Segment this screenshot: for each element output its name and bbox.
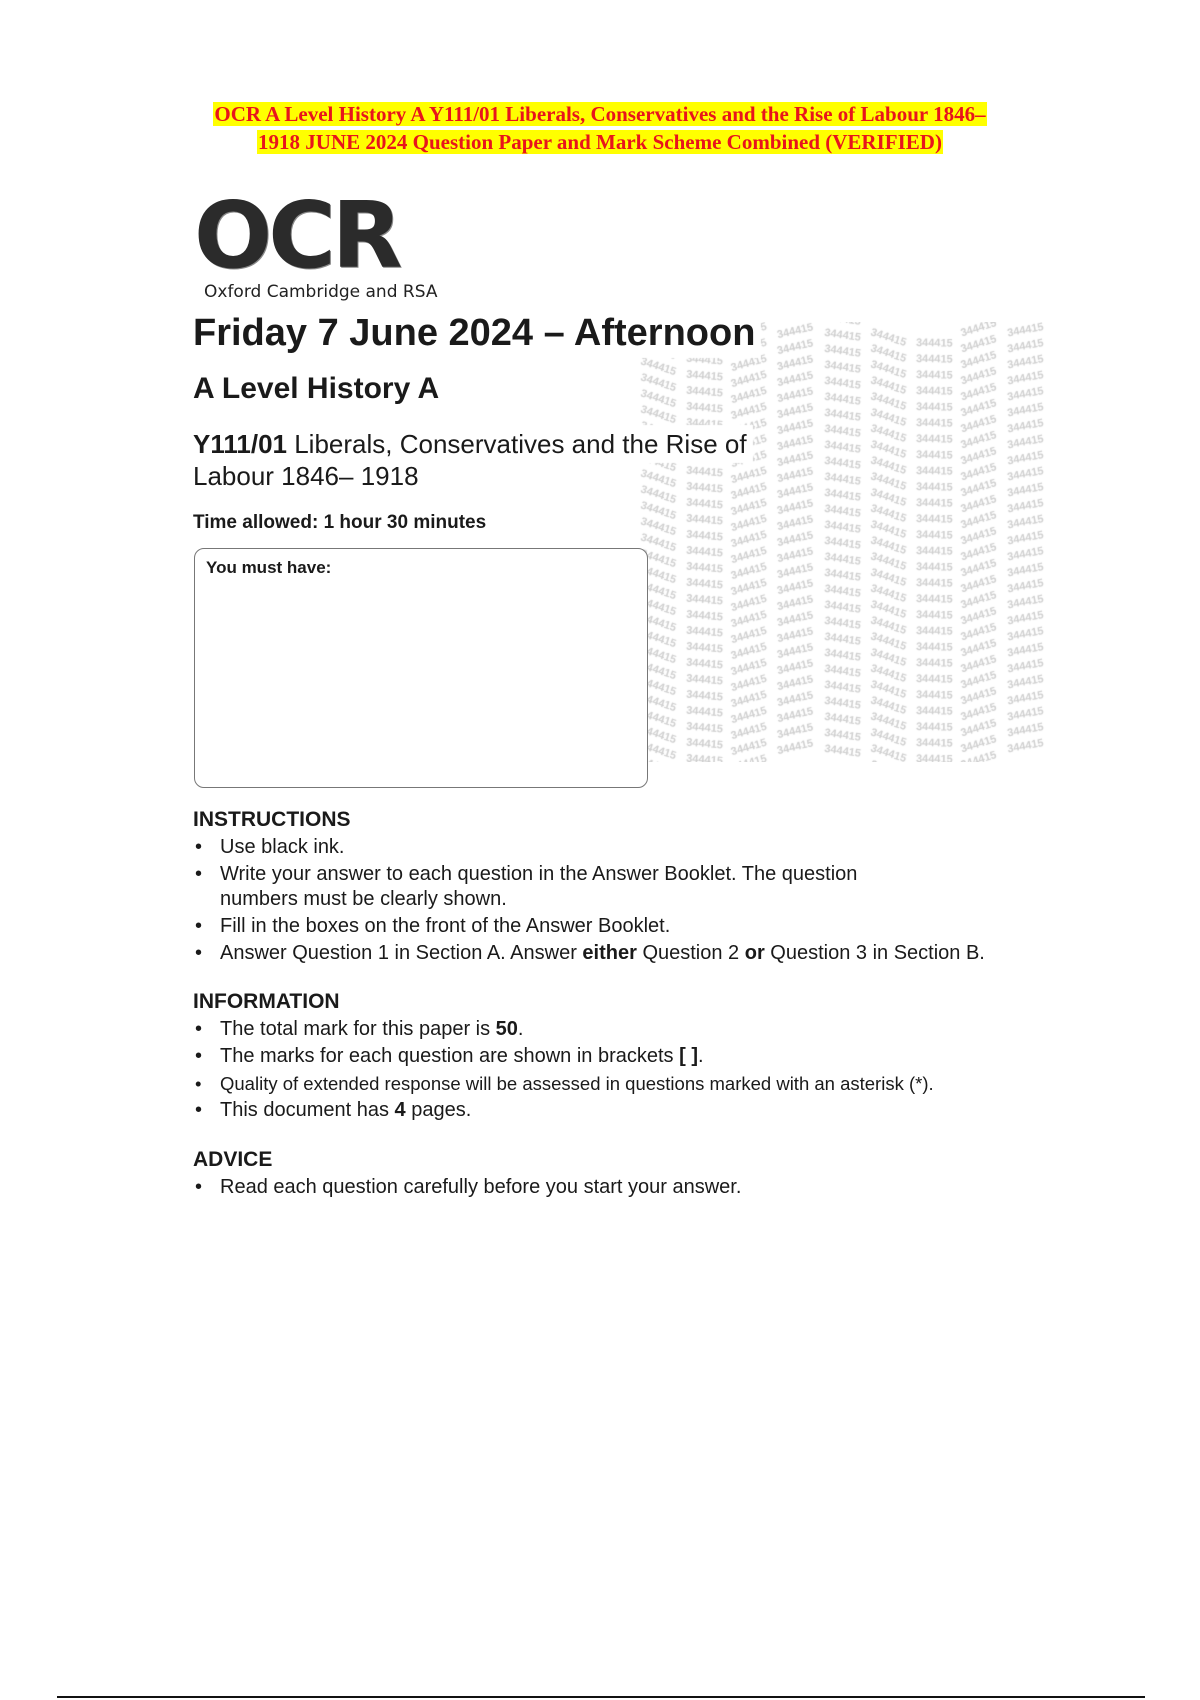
exam-date: Friday 7 June 2024 – Afternoon — [193, 312, 756, 354]
emphasis: either — [582, 942, 637, 964]
ocr-logo — [194, 182, 438, 302]
instruction-item: • Fill in the boxes on the front of the Answer Booklet. — [193, 914, 1120, 939]
information-item — [193, 1017, 1120, 1042]
information-section — [193, 990, 1120, 1125]
unit-name-line2: Labour 1846– 1918 — [193, 461, 419, 491]
text: Answer Question 1 in Section A. Answer — [220, 942, 583, 964]
unit-code: Y111/01 — [193, 429, 287, 459]
text: pages. — [405, 1099, 472, 1121]
text: . — [698, 1045, 704, 1067]
advice-section — [193, 1148, 1120, 1202]
page-count: 4 — [394, 1099, 406, 1121]
instructions-heading: INSTRUCTIONS — [193, 808, 351, 831]
page-bottom-rule — [57, 1696, 1145, 1698]
time-allowed: Time allowed: 1 hour 30 minutes — [193, 512, 487, 533]
text: Question 2 — [636, 942, 745, 964]
ocr-logo-mark: OCR — [194, 182, 399, 289]
qualification-title: A Level History A — [193, 372, 440, 405]
instruction-item: • Use black ink. — [193, 835, 1120, 860]
information-item — [193, 1044, 1120, 1069]
text: The marks for each question are shown in brackets — [220, 1045, 680, 1067]
text: This document has — [220, 1099, 395, 1121]
document-title-banner — [0, 100, 1200, 156]
unit-name-line1: Liberals, Conservatives and the Rise of — [287, 429, 747, 459]
text: The total mark for this paper is — [220, 1018, 496, 1040]
title-line-1: OCR A Level History A Y111/01 Liberals, Conservatives and the Rise of Labour 1846– — [214, 102, 986, 126]
you-must-have-box — [194, 548, 648, 788]
security-watermark — [640, 322, 1050, 762]
advice-item: • Read each question carefully before you start your answer. — [193, 1175, 1120, 1200]
instruction-item: • Write your answer to each question in the Answer Booklet. The question numbers must be clearly shown. — [193, 862, 910, 912]
instruction-item — [193, 941, 1120, 966]
information-item — [193, 1098, 1120, 1123]
information-heading: INFORMATION — [193, 990, 340, 1013]
information-item: • Quality of extended response will be assessed in questions marked with an asterisk (*). — [193, 1071, 1120, 1096]
text: Question 3 in Section B. — [764, 942, 985, 964]
ocr-logo-tagline: Oxford Cambridge and RSA — [204, 282, 438, 302]
advice-heading: ADVICE — [193, 1148, 273, 1171]
text: . — [517, 1018, 524, 1040]
you-must-have-label: You must have: — [206, 558, 332, 577]
brackets: [ ] — [679, 1045, 699, 1067]
total-mark: 50 — [495, 1018, 518, 1040]
emphasis: or — [744, 942, 765, 964]
instructions-section — [193, 808, 1120, 968]
title-line-2: 1918 JUNE 2024 Question Paper and Mark Scheme Combined (VERIFIED) — [258, 130, 942, 154]
unit-title — [193, 428, 833, 492]
